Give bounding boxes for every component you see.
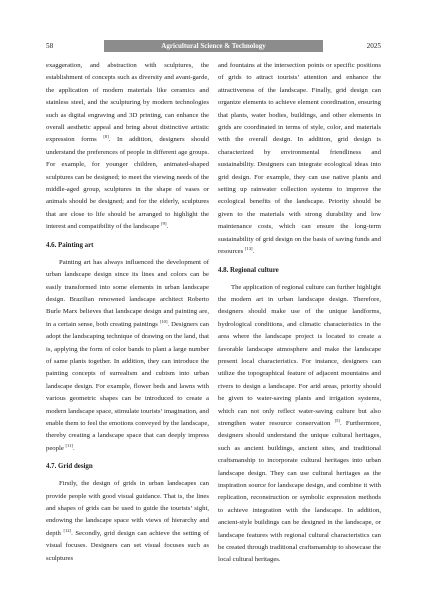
section-heading-regional-culture: 4.8. Regional culture — [218, 266, 279, 274]
citation: [8] — [103, 134, 109, 140]
paragraph-text: . Designers can adopt the landscaping technique of drawing on the land, that is, applying the form of color bands to plant a large number of same plants together. In addition, they can introduce the painting concepts of surrealism and cubism into urban landscape design. For example, flower beds and lawns with various geometric shapes can be introduced to create a modern landscape space, stimulate tourists’ imagination, and enable them to feel the emotions conveyed by the landscape, thereby creating a landscape space that can deeply impress people — [46, 320, 210, 452]
journal-title-bar: Agricultural Science & Technology — [104, 40, 323, 52]
paragraph-text: . In addition, designers should understand the preferences of people in different age groups. For example, for younger children, animated-shaped sculptures can be designed; to meet the viewing needs of the middle-aged group, sculptures in the shape of vases or animals should be designed; and for the elderly, sculptures that are close to life should be arranged to highlight the interest and compatibility of the landscape — [46, 136, 209, 231]
citation: [11] — [65, 442, 73, 448]
page-number: 58 — [46, 42, 54, 50]
citation: [5] — [334, 417, 340, 423]
section-heading-grid-design: 4.7. Grid design — [46, 463, 93, 471]
paragraph-grid-design — [46, 478, 209, 565]
paragraph-text: exaggeration, and abstraction with sculptures, the establishment of concepts such as diversity and avant-garde, the application of modern materials like ceramics and stainless steel, and the sculpturing by modern technologies such as digital engraving and 3D printing, can enhance the overall aesthetic appeal and bring about distinctive artistic expression forms — [46, 62, 209, 144]
left-column — [46, 60, 209, 565]
paragraph-grid-design-continued — [218, 60, 381, 259]
paragraph-text: Painting art has always influenced the development of urban landscape design since its lines and colors can be easily transformed into some elements in urban landscape design. Brazilian renowned landscape architect Roberto Burle Marx believes that landscape design and painting are, in a certain sense, both creating paintings — [46, 258, 209, 328]
paragraph-text: Firstly, the design of grids in urban landscapes can provide people with good visual guidance. That is, the lines and shapes of grids can be used to guide the tourists’ sight, endowing the landscape space with views of hierarchy and depth — [46, 480, 209, 537]
paragraph-text: . — [72, 444, 75, 452]
paragraph-text: . Furthermore, designers should understand the unique cultural heritages, such as ancient buildings, ancient sites, and traditional craftsmanship to incorporate cultural heritages into urban landscape design. They can use cultural heritages as the inspiration source for landscape design, and combine it with replication, reconstruction or symbolic expression methods to achieve integration with the landscape. In addition, ancient-style buildings can be designed in the landscape, or landscape features with regional cultural characteristics can be created through traditional craftsmanship to showcase the local cultural heritages. — [218, 419, 381, 564]
paragraph-sculpture-continued — [46, 60, 209, 234]
running-header — [46, 40, 381, 52]
right-column — [218, 60, 381, 567]
citation: [12] — [63, 527, 72, 533]
citation: [9] — [161, 221, 167, 227]
paragraph-text: . Secondly, grid design can achieve the setting of visual focuses. Designers can set visual focuses such as sculptures — [46, 529, 209, 562]
paragraph-text: and fountains at the intersection points or specific positions of grids to attract tourists’ attention and enhance the attractiveness of the landscape. Finally, grid design can organize elements to achieve element coordination, ensuring that plants, water bodies, buildings, and other elements in grids are coordinated in terms of style, color, and materials with the overall design. In addition, grid design is characterized by environmental friendliness and sustainability. Designers can integrate ecological ideas into grid design. For example, they can use native plants and setting up rainwater collection systems to improve the ecological benefits of the landscape. Priority should be given to the materials with strong durability and low maintenance costs, which can ensure the long-term sustainability of grid design on the basis of saving funds and resources — [218, 62, 381, 256]
publication-year: 2025 — [366, 42, 381, 50]
paragraph-text: The application of regional culture can further highlight the modern art in urban landscape design. Therefore, designers should make use of the unique landforms, hydrological conditions, and climatic characteristics in the area where the landscape project is located to create a favorable landscape atmosphere and make the landscape present local characteristics. For instance, designers can utilize the topographical feature of adjacent mountains and rivers to design a landscape. For arid areas, priority should be given to water-saving plants and irrigation systems, which can not only reflect water-saving culture but also strengthen water resource conservation — [218, 283, 381, 427]
paragraph-text: . — [166, 223, 169, 231]
paragraph-painting-art — [46, 257, 209, 456]
paragraph-regional-culture — [218, 282, 381, 567]
section-heading-painting-art: 4.6. Painting art — [46, 241, 94, 249]
paragraph-text: . — [252, 248, 255, 256]
citation: [13] — [244, 245, 253, 251]
citation: [10] — [159, 318, 168, 324]
